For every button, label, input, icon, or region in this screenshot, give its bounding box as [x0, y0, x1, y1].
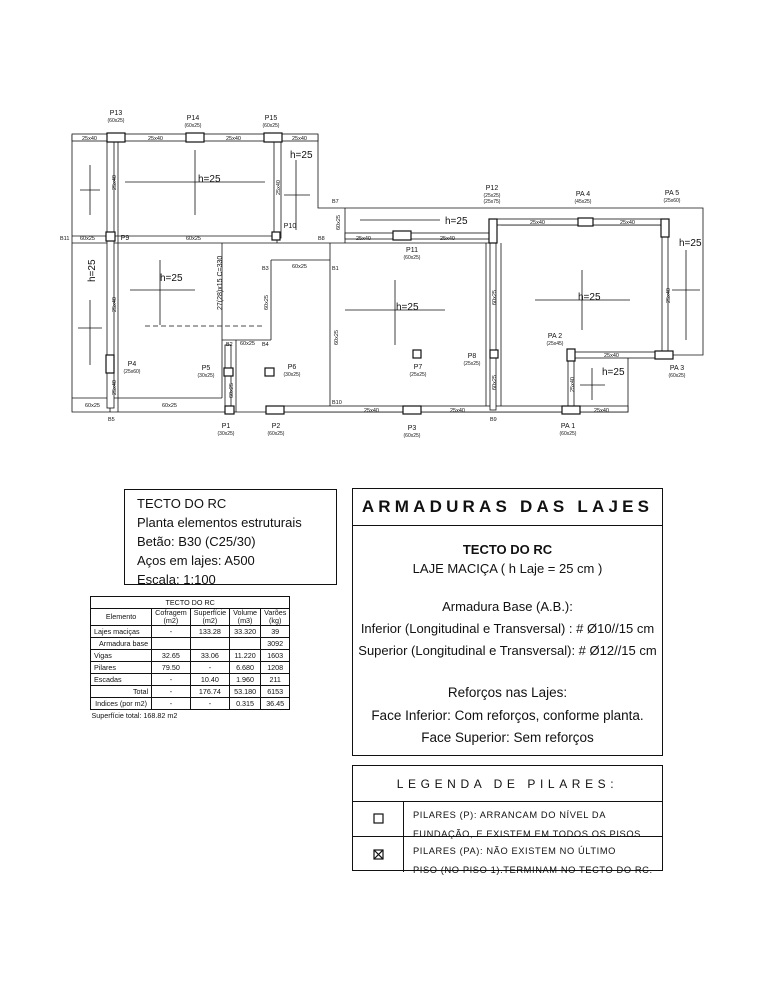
beam-label: B8: [318, 236, 325, 242]
table-cell: 6.680: [230, 662, 261, 674]
table-cell: 33.06: [190, 650, 229, 662]
legend-p-text: PILARES (P): ARRANCAM DO NÍVEL DA FUNDAÇÃO, E EXISTEM EM TODOS OS PISOS.: [413, 810, 645, 839]
pillar-label: PA 1: [560, 423, 576, 430]
armadura-inferior: Inferior (Longitudinal e Transversal) : # Ø10//15 cm: [360, 621, 655, 636]
slab-label: h=25: [396, 302, 419, 313]
pillar-size: (30x25): [283, 372, 301, 378]
beam-label: B4: [262, 342, 269, 348]
legend-row-p: [353, 801, 662, 837]
base-title: Armadura Base (A.B.):: [442, 599, 573, 614]
pillar-size: (25x45): [546, 341, 564, 347]
beam-size: 25x40: [276, 180, 282, 195]
pillar-label: P8: [467, 353, 477, 360]
table-cell: 133.28: [190, 626, 229, 638]
beam-label: B9: [490, 417, 497, 423]
table-cell: 11.220: [230, 650, 261, 662]
armaduras-subtitle: TECTO DO RC: [462, 542, 553, 557]
table-cell: Escadas: [91, 674, 152, 686]
pillar-label: P5: [201, 365, 211, 372]
pillar-legend-box: [352, 765, 663, 875]
pillar-size: (60x25): [184, 123, 202, 129]
pillar-size: (25x25): [409, 372, 427, 378]
beam-size: 25x40: [666, 288, 672, 303]
pillar-label: P2: [271, 423, 281, 430]
table-title-row: [91, 597, 290, 609]
table-header: Volume (m3): [230, 609, 261, 626]
beam-size: 25x40: [226, 136, 241, 142]
face-superior: Face Superior: Sem reforços: [421, 730, 594, 745]
beam-size: 25x40: [450, 408, 465, 414]
pillar-size: (60x25): [403, 255, 421, 261]
slab-label: h=25: [160, 273, 183, 284]
beam-size: 25x40: [148, 136, 163, 142]
table-cell: 211: [261, 674, 290, 686]
pillar-label: P12: [485, 185, 499, 192]
table-cell: 53.180: [230, 686, 261, 698]
armadura-superior: Superior (Longitudinal e Transversal): # Ø12//15 cm: [358, 643, 657, 658]
table-header: Cofragem (m2): [152, 609, 191, 626]
beam-label: B7: [332, 199, 339, 205]
reforcos-title: Reforços nas Lajes:: [447, 685, 568, 700]
pillar-size: (30x25): [197, 373, 215, 379]
slab-label: h=25: [602, 367, 625, 378]
beam-size: 60x25: [264, 295, 270, 310]
table-cell: [152, 638, 191, 650]
beam-label: B5: [108, 417, 115, 423]
slab-label: h=25: [679, 238, 702, 249]
pillar-label: PA 4: [575, 191, 591, 198]
beam-label: B11: [60, 236, 70, 242]
pillar-size: (45x25): [574, 199, 592, 205]
table-row: [91, 662, 290, 674]
beam-size: 25x40: [82, 136, 97, 142]
info-line: Aços em lajes: A500: [137, 553, 255, 568]
armaduras-box: [352, 488, 663, 756]
beam-size: 25x40: [594, 408, 609, 414]
info-line: Planta elementos estruturais: [137, 515, 302, 530]
table-cell: -: [190, 662, 229, 674]
table-row: [91, 674, 290, 686]
beam-size: 60x25: [292, 264, 307, 270]
table-cell: 0.315: [230, 698, 261, 710]
legend-row-pa: [353, 837, 662, 875]
beam-size: 60x25: [492, 290, 498, 305]
beam-size: 25x40: [112, 175, 118, 190]
beam-size: 60x25: [492, 375, 498, 390]
info-line: Escala: 1:100: [137, 572, 216, 587]
info-line: Betão: B30 (C25/30): [137, 534, 256, 549]
table-cell: -: [152, 674, 191, 686]
beam-size: 25x40: [530, 220, 545, 226]
armaduras-title: ARMADURAS DAS LAJES: [353, 489, 662, 526]
beam-label: B1: [332, 266, 339, 272]
table-footer: Superfície total: 168.82 m2: [91, 711, 178, 720]
slab-label: h=25: [290, 150, 313, 161]
pillar-pa-icon: [353, 837, 404, 872]
pillar-label: P13: [109, 110, 123, 117]
beam-label: B2: [226, 342, 233, 348]
table-cell: 3092: [261, 638, 290, 650]
pillar-size: (25x25): [483, 193, 501, 199]
table-cell: -: [152, 686, 191, 698]
legend-title: LEGENDA DE PILARES:: [353, 766, 662, 802]
beam-size: 25x40: [604, 353, 619, 359]
slab-label: h=25: [87, 259, 98, 282]
beam-size: 60x25: [334, 330, 340, 345]
beam-size: 60x25: [80, 236, 95, 242]
table-cell: 176.74: [190, 686, 229, 698]
beam-size: 60x25: [186, 236, 201, 242]
table-header-row: [91, 609, 290, 626]
table-cell: Pilares: [91, 662, 152, 674]
beam-size: 25x40: [112, 380, 118, 395]
table-cell: 39: [261, 626, 290, 638]
table-header: Superfície (m2): [190, 609, 229, 626]
beam-label: B3: [262, 266, 269, 272]
slab-label: h=25: [578, 292, 601, 303]
beam-size: 25x40: [620, 220, 635, 226]
table-cell: [230, 638, 261, 650]
drawing-info-box: [124, 489, 337, 585]
table-cell: 33.320: [230, 626, 261, 638]
beam-size: 25x40: [112, 297, 118, 312]
table-cell: 32.65: [152, 650, 191, 662]
laje-description: LAJE MACIÇA ( h Laje = 25 cm ): [412, 561, 603, 576]
pillar-size: (60x25): [267, 431, 285, 437]
table-cell: -: [190, 698, 229, 710]
table-cell: Armadura base: [91, 638, 152, 650]
pillar-label: P9: [120, 235, 130, 242]
pillar-label: P1: [221, 423, 231, 430]
table-row: [91, 698, 290, 710]
stair-label: 27(28)x15 C=330: [217, 255, 224, 310]
legend-pa-text: PILARES (PA): NÃO EXISTEM NO ÚLTIMO PISO (NO PISO 1).TERMINAM NO TECTO DO RC.: [413, 846, 653, 875]
quantities-table: [90, 596, 290, 721]
beam-label: B10: [332, 400, 342, 406]
table-row: [91, 638, 290, 650]
face-inferior: Face Inferior: Com reforços, conforme planta.: [371, 708, 644, 723]
table-row: [91, 626, 290, 638]
pillar-label: P15: [264, 115, 278, 122]
beam-size: 25x40: [440, 236, 455, 242]
beam-size: 60x25: [229, 383, 235, 398]
beam-size: 25x40: [292, 136, 307, 142]
beam-size: 25x40: [364, 408, 379, 414]
pillar-size: (60x25): [403, 433, 421, 439]
beam-size: 60x25: [85, 403, 100, 409]
beam-size: 60x25: [162, 403, 177, 409]
pillar-label: P6: [287, 364, 297, 371]
table-cell: Lajes maciças: [91, 626, 152, 638]
table-title: TECTO DO RC: [91, 597, 290, 609]
pillar-size: (25x75): [483, 199, 501, 205]
beam-size: 25x40: [570, 377, 576, 392]
pillar-label: PA 3: [669, 365, 685, 372]
table-header: Varões (kg): [261, 609, 290, 626]
slab-label: h=25: [445, 216, 468, 227]
table-cell: 10.40: [190, 674, 229, 686]
pillar-size: (30x25): [217, 431, 235, 437]
pillar-label: PA 5: [664, 190, 680, 197]
pillar-size: (25x60): [663, 198, 681, 204]
pillar-label: PA 2: [547, 333, 563, 340]
pillar-label: P11: [406, 247, 418, 254]
table-cell: -: [152, 698, 191, 710]
pillar-label: P10: [283, 223, 297, 230]
table-cell: 36.45: [261, 698, 290, 710]
pillar-size: (25x60): [123, 369, 141, 375]
pillar-size: (60x25): [668, 373, 686, 379]
table-cell: 1.960: [230, 674, 261, 686]
pillar-label: P4: [127, 361, 137, 368]
pillar-size: (60x25): [107, 118, 125, 124]
table-footer-row: [91, 710, 290, 722]
table-cell: 1603: [261, 650, 290, 662]
table-row: [91, 650, 290, 662]
beam-size: 60x25: [336, 215, 342, 230]
pillar-size: (60x25): [559, 431, 577, 437]
info-title: TECTO DO RC: [137, 496, 227, 511]
pillar-p-icon: [353, 801, 404, 836]
table-cell: 1208: [261, 662, 290, 674]
table-cell: 79.50: [152, 662, 191, 674]
pillar-size: (25x25): [463, 361, 481, 367]
table-cell: [190, 638, 229, 650]
table-cell: Indices (por m2): [91, 698, 152, 710]
table-header: Elemento: [91, 609, 152, 626]
beam-size: 60x25: [240, 341, 255, 347]
table-cell: -: [152, 626, 191, 638]
table-cell: Vigas: [91, 650, 152, 662]
floor-plan: [0, 0, 768, 450]
pillar-label: P7: [413, 364, 423, 371]
beam-size: 25x40: [356, 236, 371, 242]
pillar-label: P3: [407, 425, 417, 432]
pillar-label: P14: [186, 115, 200, 122]
table-cell: 6153: [261, 686, 290, 698]
pillar-size: (60x25): [262, 123, 280, 129]
table-cell: Total: [91, 686, 152, 698]
table-row: [91, 686, 290, 698]
slab-label: h=25: [198, 174, 221, 185]
